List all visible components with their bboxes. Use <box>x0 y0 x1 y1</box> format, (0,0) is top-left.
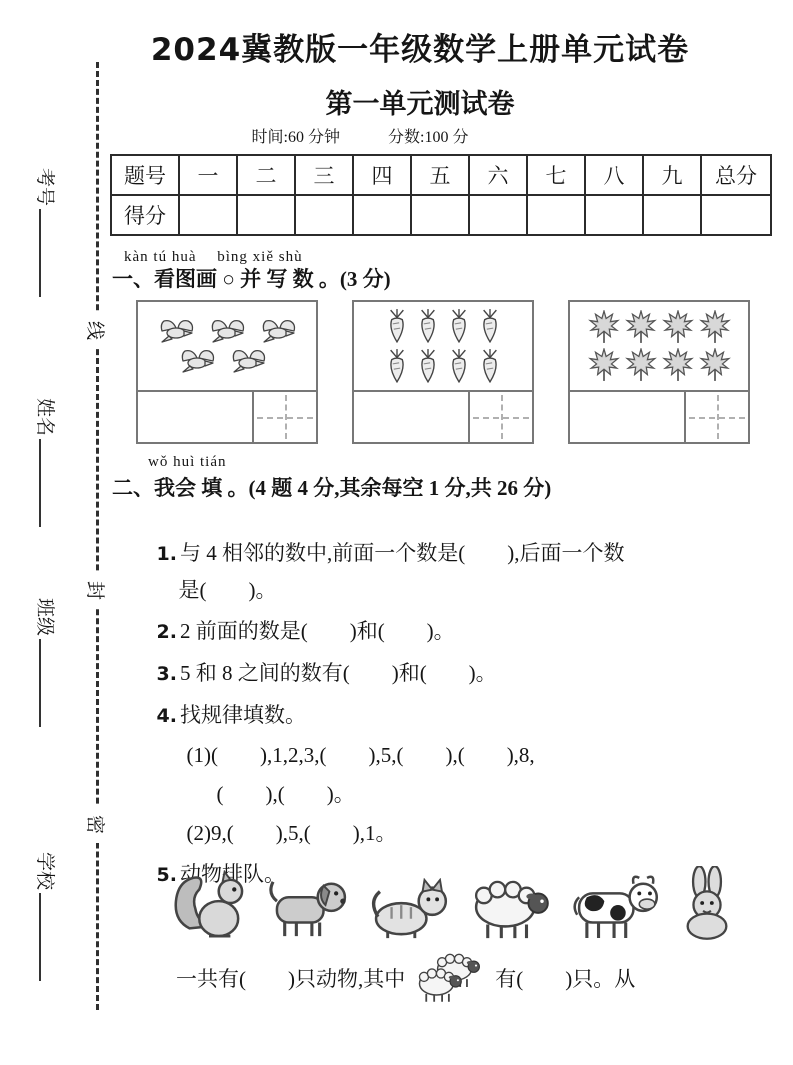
score-cell-empty <box>585 195 643 235</box>
q2-item5-text: 动物排队。 <box>179 862 285 886</box>
seal-char-feng: 封 <box>80 572 113 609</box>
maple-leaf-icon <box>588 348 620 382</box>
q2-item4-sub1-text: (1)( ),1,2,3,( ),5,( ),( ),8, <box>186 743 535 767</box>
score-header-cell: 总分 <box>701 155 771 195</box>
seal-dashed-line <box>96 62 99 1010</box>
birds-answer-strip <box>138 390 316 442</box>
q1-heading: 一、看图画 ○ 并 写 数 。(3 分) <box>112 267 391 291</box>
squirrel-icon <box>170 870 248 940</box>
page-title: 2024冀教版一年级数学上册单元试卷 <box>150 32 690 68</box>
q2-item2-text: 2 前面的数是( )和( )。 <box>179 619 455 643</box>
number-writing-cell <box>684 392 748 442</box>
q2-item3-number: 3. <box>156 663 177 685</box>
seal-char-xian: 线 <box>80 312 113 349</box>
maple-leaf-icon <box>625 310 657 344</box>
q1-pinyin: kàn tú huà bìng xiě shù <box>124 249 303 265</box>
score-header-cell: 题号 <box>111 155 179 195</box>
final-line-pre: 一共有( )只动物,其中 <box>176 967 406 991</box>
maple-leaf-icon <box>662 310 694 344</box>
seal-char-mi: 密 <box>80 806 113 843</box>
score-table-score-row <box>111 195 771 235</box>
circle-drawing-area <box>138 392 252 442</box>
maple-leaf-icon <box>699 310 731 344</box>
field-school-label: 学校 <box>34 852 55 891</box>
q2-item4-sub1b-text: ( ),( )。 <box>216 782 355 806</box>
q2-item4-number: 4. <box>156 705 177 727</box>
score-cell-empty <box>411 195 469 235</box>
score-header-cell: 九 <box>643 155 701 195</box>
carrot-icon <box>384 348 410 384</box>
score-header-cell: 二 <box>237 155 295 195</box>
q2-item4-sub2-text: (2)9,( ),5,( ),1。 <box>186 821 397 845</box>
score-cell-empty <box>469 195 527 235</box>
score-header-cell: 八 <box>585 155 643 195</box>
dog-icon <box>265 874 351 940</box>
maple-leaf-icon <box>588 310 620 344</box>
school-blank-line <box>39 893 58 981</box>
score-header-cell: 七 <box>527 155 585 195</box>
cow-icon <box>571 874 661 940</box>
score-cell-empty <box>179 195 237 235</box>
carrot-icon <box>384 308 410 344</box>
class-blank-line <box>39 639 58 727</box>
score-header-cell: 三 <box>295 155 353 195</box>
final-line-post: 有( )只。从 <box>495 967 636 991</box>
bird-icon <box>204 318 250 344</box>
q2-item1-text1: 与 4 相邻的数中,前面一个数是( ),后面一个数 <box>179 541 625 565</box>
field-school <box>33 852 60 981</box>
leaves-picture <box>570 302 748 390</box>
sheep-icon <box>468 878 554 940</box>
q2-item1-number: 1. <box>156 543 177 565</box>
carrot-icon <box>415 348 441 384</box>
score-cell-empty <box>237 195 295 235</box>
total-score-label: 分数:100 分 <box>388 129 469 146</box>
score-cell-empty <box>353 195 411 235</box>
q2-item3-text: 5 和 8 之间的数有( )和( )。 <box>179 661 497 685</box>
maple-leaf-icon <box>699 348 731 382</box>
number-writing-cell <box>468 392 532 442</box>
number-writing-cell <box>252 392 316 442</box>
score-cell-empty <box>295 195 353 235</box>
carrot-icon <box>446 308 472 344</box>
bird-icon <box>255 318 301 344</box>
q2-pinyin: wǒ huì tián <box>148 454 227 470</box>
score-header-cell: 六 <box>469 155 527 195</box>
picture-box-carrots <box>352 300 534 444</box>
carrot-icon <box>477 308 503 344</box>
carrots-picture <box>354 302 532 390</box>
score-header-cell: 五 <box>411 155 469 195</box>
sheep-inline-icon <box>411 952 489 1004</box>
q1-picture-boxes <box>136 300 750 444</box>
field-class <box>33 598 60 727</box>
birds-picture <box>138 302 316 390</box>
animal-parade-row <box>170 866 736 940</box>
picture-box-birds <box>136 300 318 444</box>
carrot-icon <box>446 348 472 384</box>
circle-drawing-area <box>570 392 684 442</box>
field-exam-number <box>33 168 60 297</box>
maple-leaf-icon <box>625 348 657 382</box>
field-exam-number-label: 考号 <box>34 168 55 207</box>
score-table-header-row <box>111 155 771 195</box>
rabbit-icon <box>678 866 736 940</box>
bird-icon <box>225 348 271 374</box>
name-blank-line <box>39 439 58 527</box>
carrot-icon <box>477 348 503 384</box>
score-table <box>110 154 772 236</box>
bird-icon <box>174 348 220 374</box>
leaves-answer-strip <box>570 390 748 442</box>
time-label: 时间:60 分钟 <box>251 129 340 146</box>
carrots-answer-strip <box>354 390 532 442</box>
exam-number-blank-line <box>39 209 58 297</box>
score-header-cell: 一 <box>179 155 237 195</box>
q2-item5-number: 5. <box>156 864 177 886</box>
score-cell-empty <box>643 195 701 235</box>
bird-icon <box>153 318 199 344</box>
q2-item1-text2: 是( )。 <box>178 578 277 602</box>
score-header-cell: 四 <box>353 155 411 195</box>
score-row-label: 得分 <box>111 195 179 235</box>
q2-item2-number: 2. <box>156 621 177 643</box>
picture-box-leaves <box>568 300 750 444</box>
field-name <box>33 398 60 527</box>
unit-test-subtitle: 第一单元测试卷 <box>325 89 515 119</box>
cat-icon <box>368 878 450 940</box>
field-class-label: 班级 <box>34 598 55 637</box>
maple-leaf-icon <box>662 348 694 382</box>
score-cell-empty <box>527 195 585 235</box>
exam-meta <box>40 124 680 147</box>
field-name-label: 姓名 <box>34 398 55 437</box>
carrot-icon <box>415 308 441 344</box>
q2-item5-final-line <box>176 952 635 1004</box>
circle-drawing-area <box>354 392 468 442</box>
q2-heading: 二、我会 填 。(4 题 4 分,其余每空 1 分,共 26 分) <box>112 476 552 500</box>
q2-item4-text: 找规律填数。 <box>179 703 306 727</box>
score-cell-empty <box>701 195 771 235</box>
